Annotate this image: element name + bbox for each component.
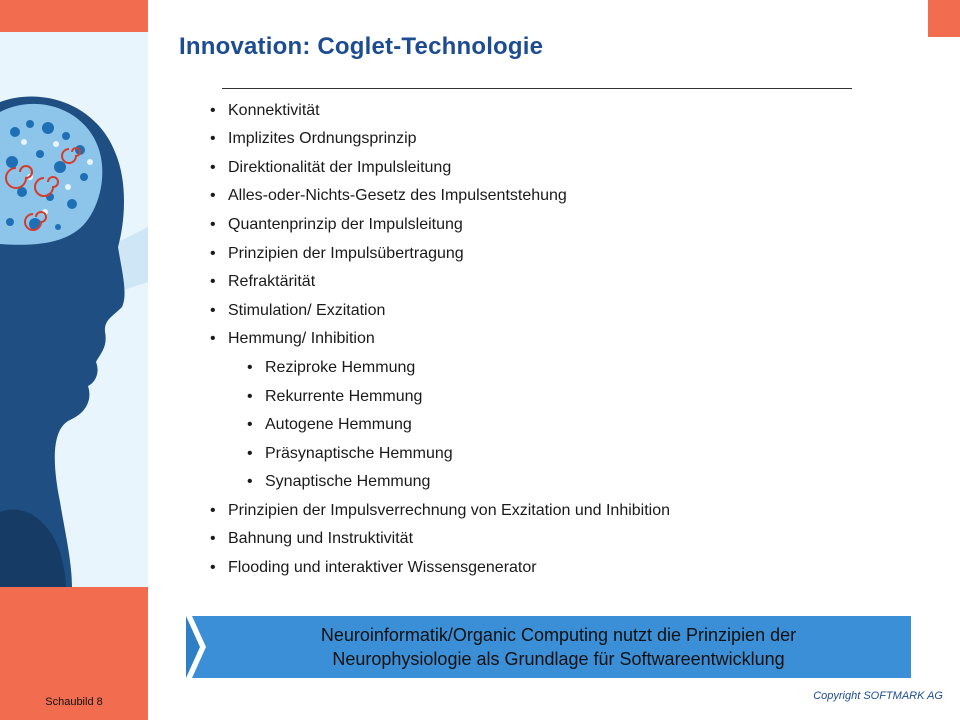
bullet-item: • Stimulation/ Exzitation [228, 301, 385, 321]
slide-number-label: Schaubild 8 [45, 696, 103, 708]
copyright-notice: Copyright SOFTMARK AG [813, 690, 943, 702]
bullet-item: • Bahnung und Instruktivität [228, 529, 413, 549]
bullet-item: • Hemmung/ Inhibition [228, 329, 375, 349]
sub-bullet-item: • Reziproke Hemmung [265, 358, 415, 378]
summary-banner [186, 616, 911, 678]
bullet-item: • Prinzipien der Impulsübertragung [228, 244, 464, 264]
banner-text [206, 623, 911, 671]
slide-title: Innovation: Coglet-Technologie [179, 33, 544, 60]
banner-line-2: Neurophysiologie als Grundlage für Softwareentwicklung [332, 649, 785, 669]
bullet-item: • Direktionalität der Impulsleitung [228, 158, 451, 178]
sub-bullet-item: • Präsynaptische Hemmung [265, 444, 453, 464]
sub-bullet-item: • Autogene Hemmung [265, 415, 412, 435]
sub-bullet-item: • Synaptische Hemmung [265, 472, 430, 492]
bullet-item: • Implizites Ordnungsprinzip [228, 129, 417, 149]
bullet-item: • Refraktärität [228, 272, 315, 292]
bullet-item: • Konnektivität [228, 101, 320, 121]
banner-line-1: Neuroinformatik/Organic Computing nutzt die Prinzipien der [320, 625, 797, 645]
sub-bullet-item: • Rekurrente Hemmung [265, 387, 422, 407]
bullet-item: • Quantenprinzip der Impulsleitung [228, 215, 463, 235]
bullet-item: • Prinzipien der Impulsverrechnung von Exzitation und Inhibition [228, 501, 670, 521]
bullet-item: • Alles-oder-Nichts-Gesetz des Impulsentstehung [228, 186, 567, 206]
chevron-arrow-icon [186, 616, 206, 678]
bullet-item: • Flooding und interaktiver Wissensgenerator [228, 558, 537, 578]
